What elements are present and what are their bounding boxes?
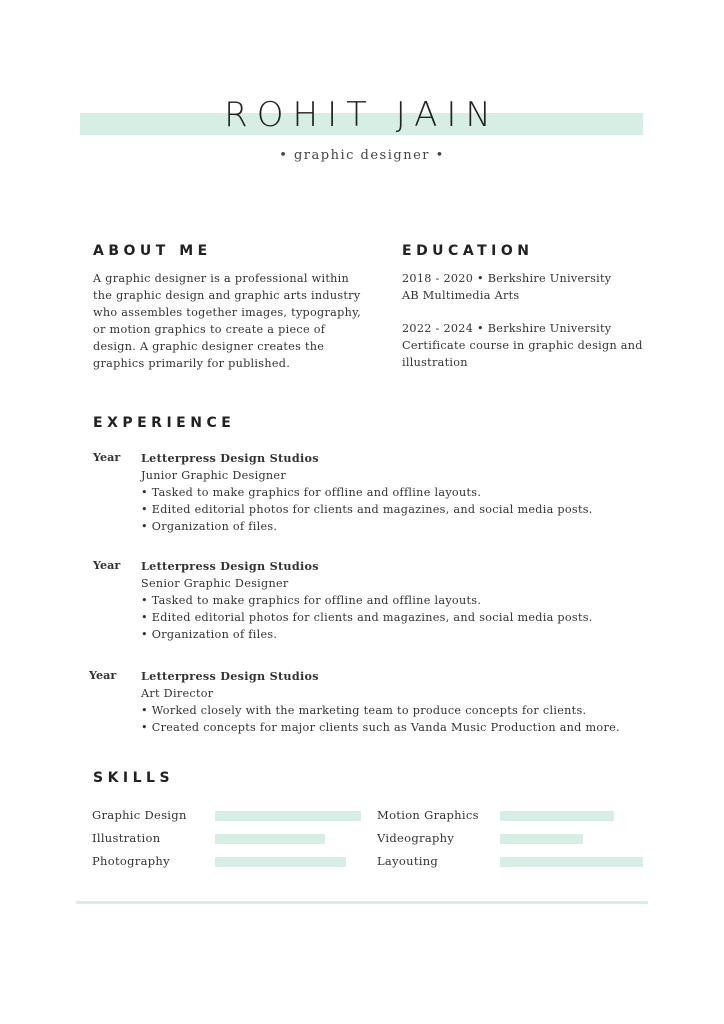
about-line: or motion graphics to create a piece of	[93, 323, 326, 336]
education-degree: AB Multimedia Arts	[402, 289, 520, 302]
skill-bar	[500, 834, 583, 844]
education-degree: Certificate course in graphic design and	[402, 339, 643, 352]
experience-bullet: • Edited editorial photos for clients and magazines, and social media posts.	[141, 503, 593, 516]
bottom-divider	[76, 901, 648, 904]
experience-heading: EXPERIENCE	[93, 415, 236, 431]
about-line: graphics primarily for published.	[93, 357, 291, 370]
skill-label: Videography	[377, 831, 455, 845]
education-dates: 2022 - 2024 • Berkshire University	[402, 322, 612, 335]
experience-company: Letterpress Design Studios	[141, 559, 319, 573]
skill-bar	[215, 834, 325, 844]
skill-bar	[215, 857, 346, 867]
skill-label: Layouting	[377, 854, 439, 868]
skills-heading: SKILLS	[93, 770, 175, 786]
experience-role: Art Director	[141, 687, 214, 700]
experience-bullet: • Organization of files.	[141, 628, 278, 641]
education-entry	[402, 270, 662, 304]
about-line: A graphic designer is a professional within	[93, 272, 350, 285]
skill-bar	[215, 811, 361, 821]
experience-bullet: • Worked closely with the marketing team to produce concepts for clients.	[141, 704, 587, 717]
skill-label: Graphic Design	[92, 808, 187, 822]
skill-label: Motion Graphics	[377, 808, 479, 822]
about-text	[93, 270, 383, 372]
experience-role: Senior Graphic Designer	[141, 577, 289, 590]
education-dates: 2018 - 2020 • Berkshire University	[402, 272, 612, 285]
experience-role: Junior Graphic Designer	[141, 469, 286, 482]
experience-bullet: • Tasked to make graphics for offline and offline layouts.	[141, 594, 482, 607]
experience-bullet: • Organization of files.	[141, 520, 278, 533]
skill-label: Illustration	[92, 831, 161, 845]
skill-bar	[500, 857, 643, 867]
experience-year: Year	[89, 668, 117, 682]
skill-bar	[500, 811, 614, 821]
about-heading: ABOUT ME	[93, 243, 212, 259]
experience-bullet: • Edited editorial photos for clients and magazines, and social media posts.	[141, 611, 593, 624]
experience-year: Year	[93, 558, 121, 572]
experience-bullet: • Created concepts for major clients such as Vanda Music Production and more.	[141, 721, 620, 734]
about-line: design. A graphic designer creates the	[93, 340, 325, 353]
skill-label: Photography	[92, 854, 170, 868]
experience-company: Letterpress Design Studios	[141, 451, 319, 465]
job-title: • graphic designer •	[279, 148, 445, 163]
experience-bullet: • Tasked to make graphics for offline and offline layouts.	[141, 486, 482, 499]
experience-year: Year	[93, 450, 121, 464]
experience-company: Letterpress Design Studios	[141, 669, 319, 683]
education-entry	[402, 320, 662, 371]
education-heading: EDUCATION	[402, 243, 534, 259]
education-degree: illustration	[402, 356, 468, 369]
about-line: the graphic design and graphic arts industry	[93, 289, 361, 302]
resume-name: ROHIT JAIN	[224, 95, 500, 135]
about-line: who assembles together images, typography,	[93, 306, 362, 319]
